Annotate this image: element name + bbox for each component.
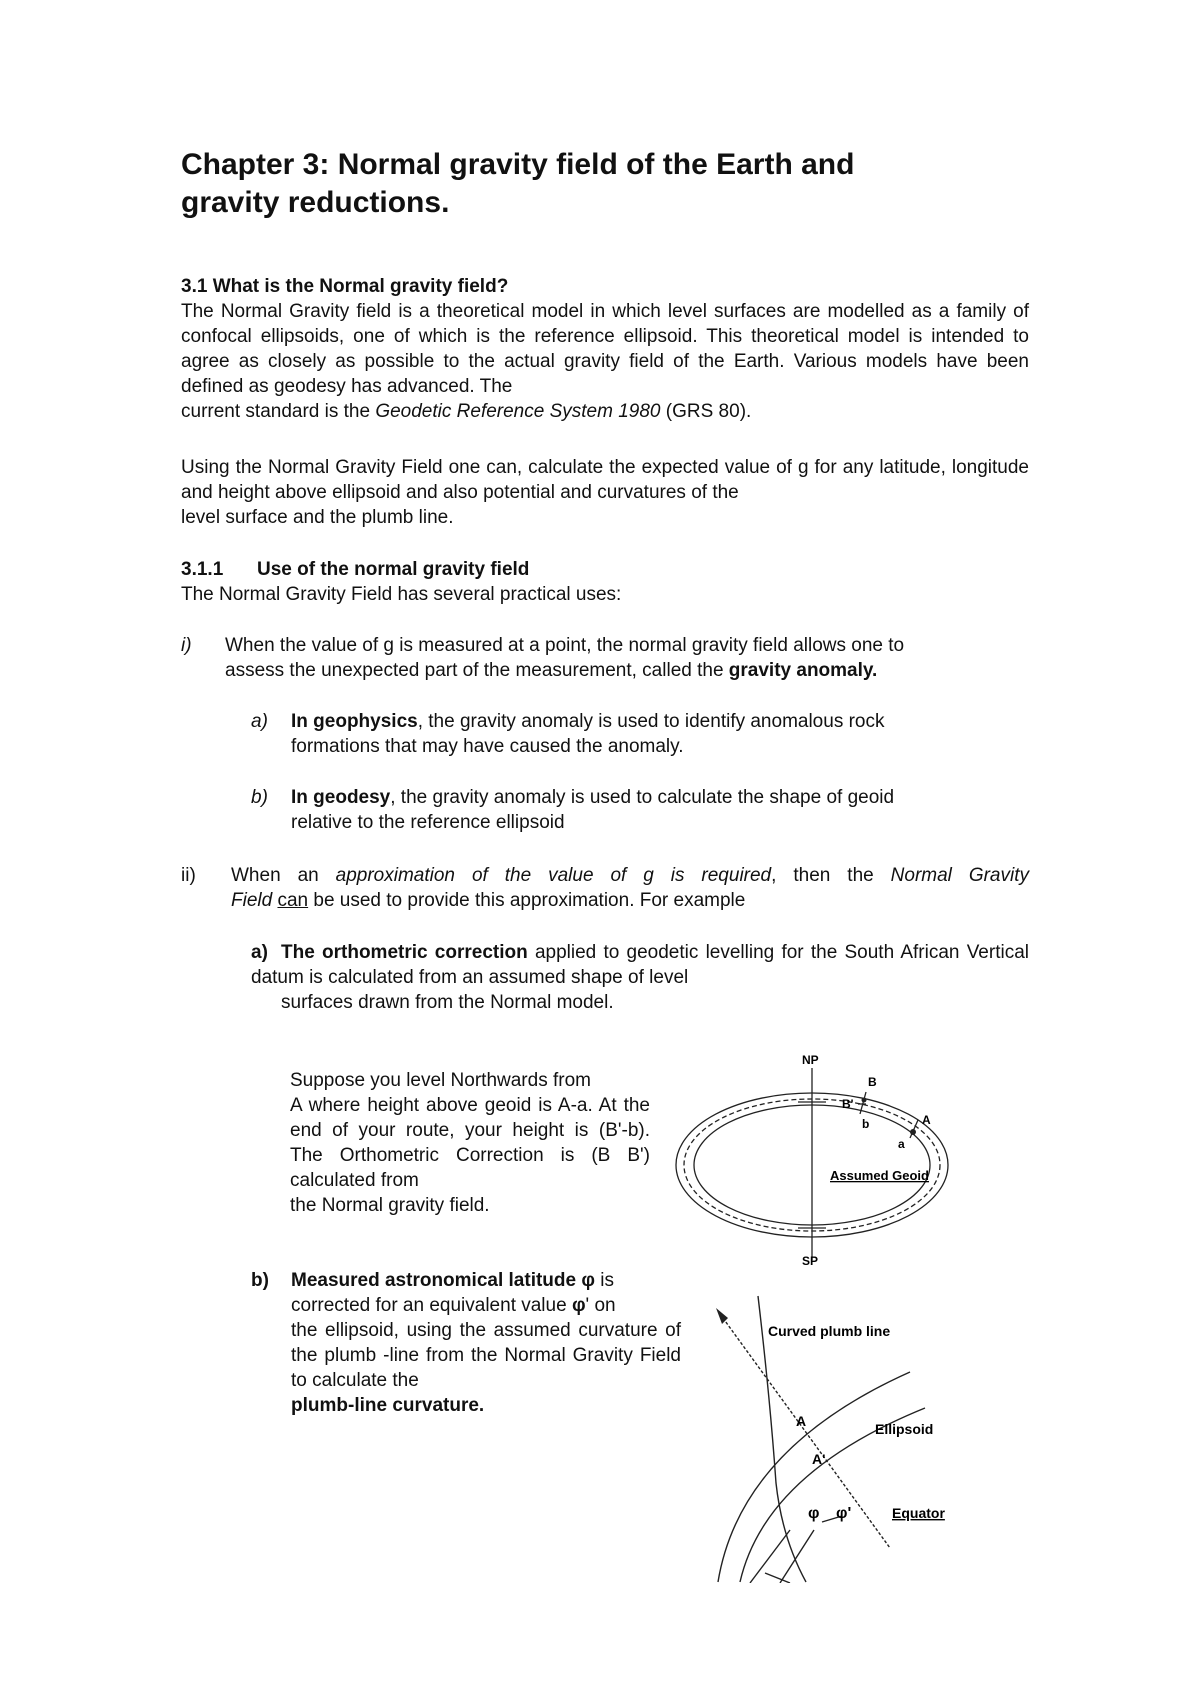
list-bold-term: In geodesy: [291, 787, 391, 808]
b-label: B: [868, 1075, 877, 1089]
list-item-i-b: [251, 785, 1029, 835]
orthometric-correction-term: The orthometric correction: [281, 942, 528, 963]
list-text: surfaces drawn from the Normal model.: [281, 992, 614, 1013]
outer-ellipsoid-arc: [718, 1372, 910, 1582]
list-text: is: [594, 1270, 614, 1291]
phi-prime-symbol: φ: [571, 1295, 586, 1316]
orthometric-correction-figure: [670, 1050, 970, 1265]
a-label: A: [922, 1113, 931, 1127]
paragraph-text: Using the Normal Gravity Field one can, calculate the expected value of g for any latitude, longitude and height above ellipsoid and also potential and curvatures of the: [181, 457, 1029, 503]
list-marker: b): [251, 1270, 269, 1291]
section-3-1-paragraph-1-end: [181, 399, 1029, 424]
list-italic-text: approximation of the value of g is required: [335, 865, 772, 886]
section-3-1-paragraph-1: [181, 299, 1029, 399]
list-item-i-a: [251, 709, 1029, 759]
curved-plumb-line-label: Curved plumb line: [768, 1323, 891, 1339]
a-prime-label: A': [812, 1451, 826, 1467]
subsection-number: 3.1.1: [181, 559, 224, 580]
list-text: , then the: [771, 865, 891, 886]
subsection-heading: Use of the normal gravity field: [257, 559, 530, 580]
plumb-direction-arrow: [716, 1308, 728, 1324]
list-text: assess the unexpected part of the measurement, called the: [225, 660, 729, 681]
list-item-ii-b: [251, 1268, 681, 1418]
list-item-i: [181, 633, 1029, 683]
point-a-marker: [910, 1129, 916, 1135]
paragraph-text: current standard is the: [181, 401, 376, 422]
b-small-label: b: [862, 1117, 870, 1131]
list-text: be used to provide this approximation. For example: [308, 890, 746, 911]
paragraph-text: The Normal Gravity field is a theoretical model in which level surfaces are modelled as a family of confocal ellipsoids, one of which is the reference ellipsoid. This theoretical model is intended to agree as closely as possible to the actual gravity field of the Earth. Various models have been defined as geodesy has advanced. The: [181, 301, 1029, 397]
ellipsoid-label: Ellipsoid: [875, 1421, 934, 1437]
np-label: NP: [802, 1053, 819, 1067]
section-3-1-paragraph-2: [181, 455, 1029, 530]
phi-label: φ: [808, 1505, 820, 1522]
a-small-label: a: [898, 1137, 905, 1151]
explanation-text: A where height above geoid is A-a. At the end of your route, your height is (B'-b). The Orthometric Correction is (B B') calculated from: [290, 1095, 650, 1191]
list-text: relative to the reference ellipsoid: [291, 812, 565, 833]
section-3-1: [181, 274, 1029, 424]
list-text: When the value of g is measured at a point, the normal gravity field allows one to: [225, 635, 905, 656]
list-text: corrected for an equivalent value: [291, 1295, 572, 1316]
list-text: , the gravity anomaly is used to identify anomalous rock: [417, 711, 885, 732]
paragraph-text: level surface and the plumb line.: [181, 507, 454, 528]
list-text: formations that may have caused the anomaly.: [291, 736, 684, 757]
plumb-line-curvature-figure: [710, 1278, 980, 1583]
list-italic-text: Field: [231, 890, 273, 911]
underlined-word: can: [277, 890, 309, 911]
gravity-anomaly-term: gravity anomaly.: [728, 660, 878, 681]
point-b-marker: [862, 1098, 867, 1103]
explanation-text: the Normal gravity field.: [290, 1195, 490, 1216]
a-label: A: [796, 1413, 807, 1429]
explanation-text: Suppose you level Northwards from: [290, 1070, 591, 1091]
list-marker: b): [251, 787, 268, 808]
list-text: the ellipsoid, using the assumed curvature of the plumb -line from the Normal Gravity Field to calculate the: [291, 1320, 681, 1391]
phi-symbol: φ: [581, 1270, 595, 1291]
phi-prime-label: φ': [836, 1505, 852, 1522]
equator-label: Equator: [892, 1505, 945, 1521]
list-italic-text: Normal Gravity: [890, 865, 1030, 886]
list-text: When an: [231, 865, 336, 886]
b-prime-label: B': [842, 1097, 854, 1111]
section-heading: 3.1 What is the Normal gravity field?: [181, 276, 509, 297]
list-marker: ii): [181, 865, 196, 886]
grs80-name: Geodetic Reference System 1980: [375, 401, 661, 422]
section-3-1-1: [181, 557, 1029, 607]
assumed-geoid-label: Assumed Geoid: [830, 1168, 929, 1183]
astronomic-normal: [720, 1314, 890, 1548]
chapter-title-line-1: Chapter 3: Normal gravity field of the Earth and: [181, 148, 855, 181]
chapter-title: [181, 146, 1061, 222]
list-text: ' on: [585, 1295, 616, 1316]
list-text: applied to geodetic levelling for the South African Vertical datum is calculated from an assumed shape of level: [251, 942, 1029, 988]
orthometric-explanation: [290, 1068, 650, 1218]
list-marker: a): [251, 942, 268, 963]
list-bold-term: In geophysics: [291, 711, 418, 732]
subsection-intro: The Normal Gravity Field has several practical uses:: [181, 584, 622, 605]
list-marker: i): [181, 635, 192, 656]
latitude-term: Measured astronomical latitude: [291, 1270, 582, 1291]
paragraph-text: (GRS 80).: [660, 401, 752, 422]
list-item-ii: [181, 863, 1029, 913]
list-item-ii-a: [251, 940, 1029, 1015]
sp-label: SP: [802, 1254, 819, 1265]
list-text: , the gravity anomaly is used to calculate the shape of geoid: [390, 787, 895, 808]
plumb-line-curvature-term: plumb-line curvature.: [291, 1395, 485, 1416]
chapter-title-line-2: gravity reductions.: [181, 186, 450, 219]
list-marker: a): [251, 711, 268, 732]
equator-line-2: [780, 1530, 814, 1583]
